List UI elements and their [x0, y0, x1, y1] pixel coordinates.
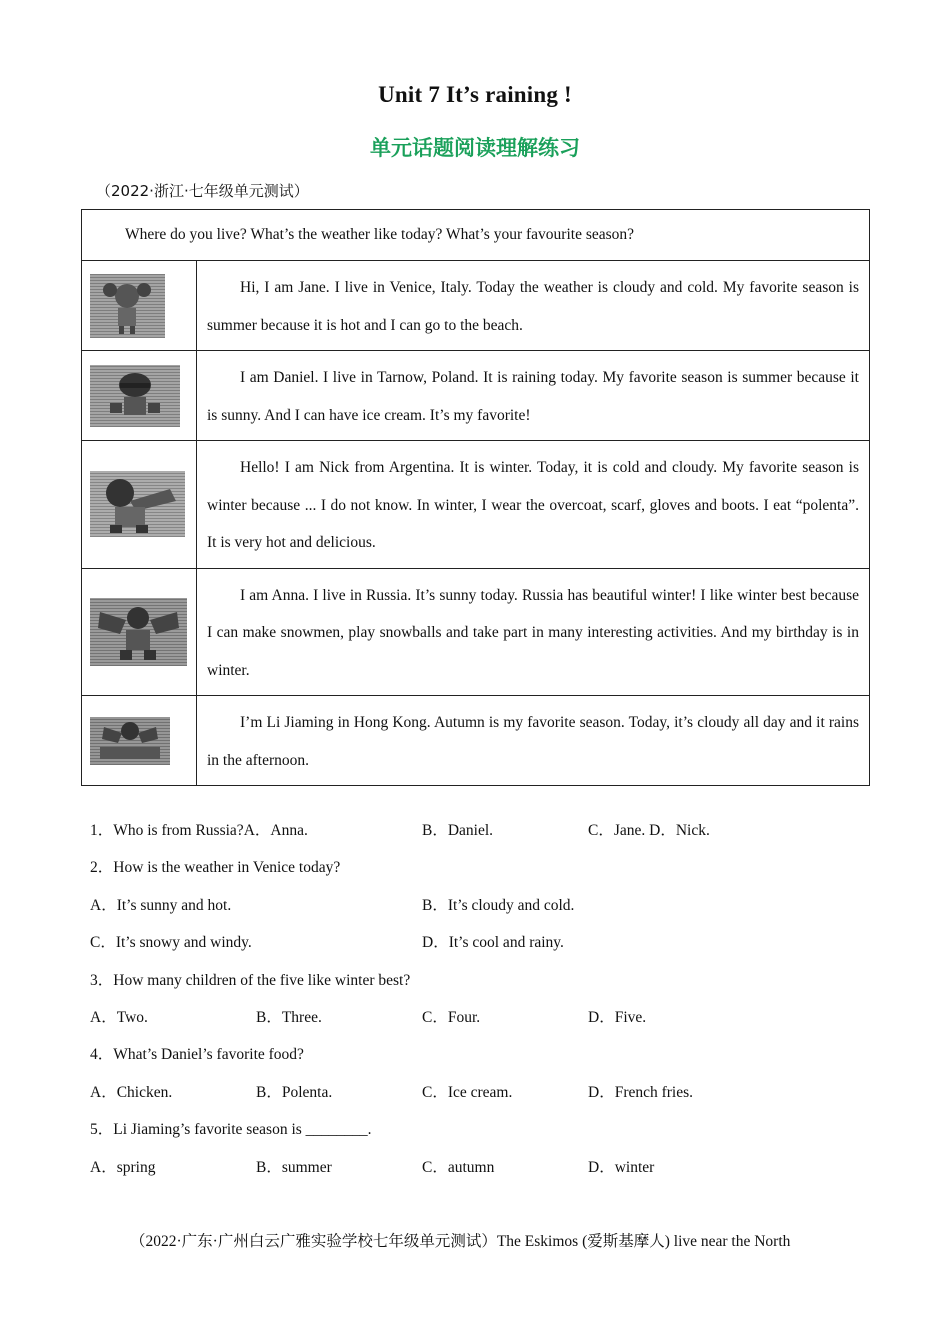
question-5-options [90, 1153, 870, 1190]
question-list [90, 816, 870, 1190]
picture-cell [82, 568, 197, 696]
option-a: A．spring [90, 1158, 156, 1176]
option-b: B．Three. [256, 1008, 322, 1026]
option-d: D．French fries. [588, 1083, 694, 1101]
next-passage-intro: （2022·广东·广州白云广雅实验学校七年级单元测试）The Eskimos (爱斯基摩人) live near the North [130, 1233, 791, 1250]
child-boy-picture [90, 365, 180, 427]
question-4-options [90, 1078, 870, 1115]
passage-paragraph [197, 261, 870, 351]
option-c: C．Four. [422, 1008, 481, 1026]
option-d: D．It’s cool and rainy. [422, 934, 564, 952]
paragraph-text: Hello! I am Nick from Argentina. It is winter. Today, it is cold and cloudy. My favorite season is winter because ... I do not know. In winter, I wear the overcoat, scarf, gloves and boots. I eat “polenta”. It is very hot and delicious. [207, 459, 859, 551]
option-d: D．winter [588, 1158, 655, 1176]
passage-paragraph [197, 441, 870, 569]
picture-cell [82, 351, 197, 441]
question-4 [90, 1040, 870, 1077]
passage-paragraph [197, 696, 870, 786]
source-note: （2022·浙江·七年级单元测试） [96, 182, 309, 200]
picture-cell [82, 696, 197, 786]
paragraph-text: I am Anna. I live in Russia. It’s sunny today. Russia has beautiful winter! I like winter best because I can make snowmen, play snowballs and take part in many interesting activities. And my birthday is in winter. [207, 586, 859, 679]
passage-paragraph [197, 351, 870, 441]
option-a: A．Chicken. [90, 1083, 173, 1101]
question-5 [90, 1115, 870, 1152]
option-c-d: C．Jane. D．Nick. [588, 822, 710, 839]
option-c: C．Ice cream. [422, 1083, 513, 1101]
picture-cell [82, 441, 197, 569]
option-a: A．It’s sunny and hot. [90, 896, 232, 914]
question-3-stem: 3．How many children of the five like winter best? [90, 971, 411, 989]
option-a: A．Two. [90, 1008, 148, 1026]
question-4-stem: 4．What’s Daniel’s favorite food? [90, 1046, 304, 1064]
option-c: C．autumn [422, 1158, 495, 1176]
option-b: B．Polenta. [256, 1083, 333, 1101]
picture-cell [82, 261, 197, 351]
child-girl-picture [90, 274, 165, 338]
child-hat-picture [90, 717, 170, 765]
paragraph-text: Hi, I am Jane. I live in Venice, Italy. Today the weather is cloudy and cold. My favorite season is summer because it is hot and I can go to the beach. [207, 279, 859, 334]
question-1-stem: 1．Who is from Russia?A．Anna. [90, 822, 308, 839]
passage-paragraph [197, 568, 870, 696]
passage-table [81, 209, 870, 786]
question-3-options [90, 1003, 870, 1040]
question-1 [90, 816, 870, 853]
girl-winter-picture [90, 598, 187, 666]
passage-intro: Where do you live? What’s the weather like today? What’s your favourite season? [82, 210, 870, 261]
option-b: B．Daniel. [422, 822, 494, 839]
option-b: B．It’s cloudy and cold. [422, 896, 575, 914]
section-subtitle: 单元话题阅读理解练习 [370, 136, 580, 160]
option-b: B．summer [256, 1158, 332, 1176]
question-2-options-ab [90, 891, 870, 928]
option-c: C．It’s snowy and windy. [90, 934, 252, 952]
question-3 [90, 966, 870, 1003]
question-2-stem: 2．How is the weather in Venice today? [90, 859, 341, 877]
boy-scarf-picture [90, 471, 185, 537]
paragraph-text: I’m Li Jiaming in Hong Kong. Autumn is my favorite season. Today, it’s cloudy all day and it rains in the afternoon. [207, 714, 859, 769]
question-2-options-cd [90, 928, 870, 965]
question-2 [90, 853, 870, 890]
page-title: Unit 7 It’s raining ! [378, 82, 572, 107]
question-5-stem: 5．Li Jiaming’s favorite season is ________. [90, 1121, 372, 1139]
option-d: D．Five. [588, 1008, 647, 1026]
paragraph-text: I am Daniel. I live in Tarnow, Poland. It is raining today. My favorite season is summer because it is sunny. And I can have ice cream. It’s my favorite! [207, 369, 859, 424]
